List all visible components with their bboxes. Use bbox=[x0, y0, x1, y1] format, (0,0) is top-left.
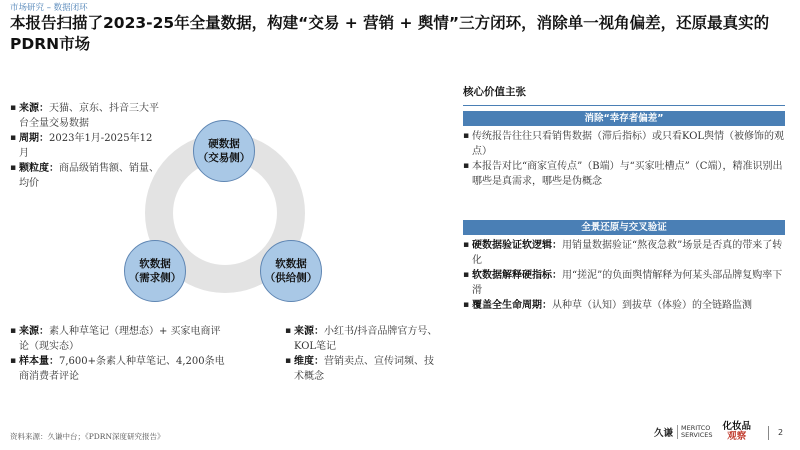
hard-data-details bbox=[10, 101, 160, 191]
list-item: ▪ 样本量：7,600+条素人种草笔记、4,200条电商消费者评论 bbox=[10, 354, 225, 384]
page-divider bbox=[768, 426, 769, 440]
list-item: ▪ 覆盖全生命周期：从种草（认知）到拔草（体验）的全链路监测 bbox=[463, 298, 785, 313]
breadcrumb: 市场研究 – 数据闭环 bbox=[10, 3, 88, 13]
list-item: ▪ 硬数据验证软逻辑：用销量数据验证“熬夜急救”场景是否真的带来了转化 bbox=[463, 238, 785, 268]
footer-logos bbox=[654, 420, 751, 444]
page-title: 本报告扫描了2023-25年全量数据，构建“交易 + 营销 + 舆情”三方闭环，消除单一视角偏差，还原最真实的PDRN市场 bbox=[10, 14, 770, 53]
soft-supply-details bbox=[285, 324, 443, 384]
meritco-logo: MERITCO SERVICES bbox=[677, 425, 713, 439]
hzp-logo: 化妆品 观察 bbox=[722, 421, 752, 442]
section-heading: 全景还原与交叉验证 bbox=[463, 220, 785, 235]
list-item: ▪ 软数据解释硬指标：用“搓泥”的负面舆情解释为何某头部品牌复购率下滑 bbox=[463, 268, 785, 298]
list-item: ▪ 来源：素人种草笔记（理想态）+ 买家电商评论（现实态） bbox=[10, 324, 225, 354]
soft-demand-circle: 软数据 （需求侧） bbox=[124, 240, 186, 302]
core-value-panel bbox=[463, 84, 785, 311]
list-item: ▪ 来源：天猫、京东、抖音三大平台全量交易数据 bbox=[10, 101, 160, 131]
source-footnote: 资料来源：久谦中台；《PDRN深度研究报告》 bbox=[10, 432, 165, 441]
soft-demand-details bbox=[10, 324, 225, 384]
list-item: ▪ 维度：营销卖点、宣传词频、技术概念 bbox=[285, 354, 443, 384]
list-item: ▪ 颗粒度：商品级销售额、销量、均价 bbox=[10, 161, 160, 191]
section-heading: 消除“幸存者偏差” bbox=[463, 111, 785, 126]
list-item: ▪ 来源：小红书/抖音品牌官方号、KOL笔记 bbox=[285, 324, 443, 354]
list-item: ▪ 周期：2023年1月-2025年12月 bbox=[10, 131, 160, 161]
list-item: ▪ 传统报告往往只看销售数据（滞后指标）或只看KOL舆情（被修饰的观点） bbox=[463, 129, 785, 159]
section-cross-validation bbox=[463, 215, 785, 313]
page-number: 2 bbox=[778, 428, 784, 437]
list-item: ▪ 本报告对比“商家宣传点”（B端）与“买家吐槽点”（C端），精准识别出哪些是真需求，哪些是伪概念 bbox=[463, 159, 785, 189]
jiuqian-logo: 久谦 bbox=[654, 428, 674, 439]
soft-supply-circle: 软数据 （供给侧） bbox=[260, 240, 322, 302]
section-bullets bbox=[463, 238, 785, 313]
hard-data-circle: 硬数据 （交易侧） bbox=[193, 120, 255, 182]
panel-title: 核心价值主张 bbox=[463, 84, 785, 106]
section-bullets bbox=[463, 129, 785, 189]
